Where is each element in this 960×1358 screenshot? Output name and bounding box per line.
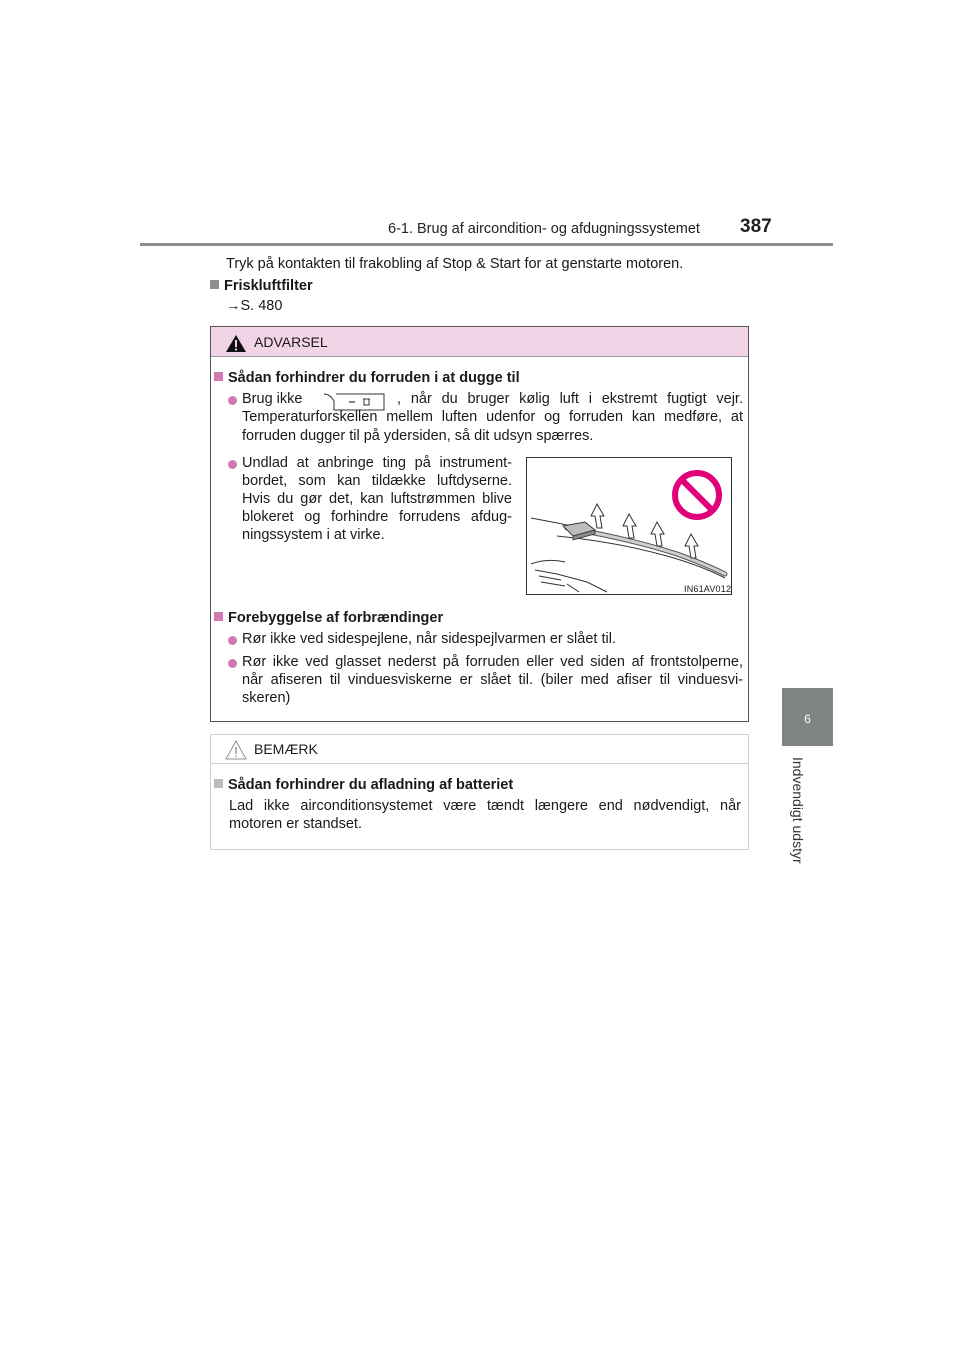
page-number: 387 [740,216,772,237]
defog-item2-line5: ningssystem i at virke. [242,527,385,543]
burns-item1: Rør ikke ved sidespejlene, når sidespejlvarmen er slået til. [242,631,616,647]
page-reference-link[interactable]: →S. 480 [226,298,283,314]
warning-title: ADVARSEL [254,334,328,350]
square-bullet-icon [210,280,219,289]
defog-heading: Sådan forhindrer du forruden i at dugge til [214,370,520,386]
round-bullet-icon [228,396,237,405]
square-bullet-icon [214,372,223,381]
section-title: 6-1. Brug af aircondition- og afdugningssystemet [388,221,700,237]
defog-item2-line2: bordet, som kan tildække luftdyserne. [242,473,512,489]
dashboard-vents-illustration [527,458,731,594]
dashboard-vents-figure [526,457,732,595]
square-bullet-icon [214,779,223,788]
round-bullet-icon [228,460,237,469]
defog-item2-line4: blokeret og forhindre forrudens afdug- [242,509,512,525]
defog-item2-line3: Hvis du gør det, kan luftstrømmen blive [242,491,512,507]
prohibition-icon [675,473,719,517]
intro-text: Tryk på kontakten til frakobling af Stop & Start for at genstarte motoren. [226,256,684,272]
burns-heading: Forebyggelse af forbrændinger [214,610,443,626]
chapter-title: Indvendigt udstyr [790,757,806,864]
defog-item1-line2: Temperaturforskellen mellem luften udenfor og forruden kan medføre, at [242,409,743,425]
defog-item1-rest: , når du bruger kølig luft i ekstremt fugtigt vejr. [397,391,743,407]
burns-item2-line2: når afiseren til vinduesviskerne er slået til. (biler med afiser til vinduesvi- [242,672,743,688]
notice-title: BEMÆRK [254,741,318,757]
battery-line2: motoren er standset. [229,816,362,832]
notice-triangle-icon [225,740,247,760]
square-bullet-icon [214,612,223,621]
burns-item2-line1: Rør ikke ved glasset nederst på forruden eller ved siden af frontstolperne, [242,654,743,670]
battery-line1: Lad ikke airconditionsystemet være tændt længere end nødvendigt, når [229,798,741,814]
defog-item1-start: Brug ikke [242,391,303,407]
header-divider [140,243,833,246]
chapter-number: 6 [804,712,811,726]
round-bullet-icon [228,636,237,645]
warning-triangle-icon [225,334,247,353]
burns-item2-line3: skeren) [242,690,291,706]
round-bullet-icon [228,659,237,668]
battery-heading: Sådan forhindrer du afladning af batteriet [214,777,513,793]
figure-code: IN61AV012 [684,584,732,594]
defog-item1-line3: forruden dugger til på ydersiden, så dit udsyn spærres. [242,428,594,444]
defog-item2-line1: Undlad at anbringe ting på instrument- [242,455,512,471]
fresh-air-filter-heading: Friskluftfilter [210,278,313,294]
